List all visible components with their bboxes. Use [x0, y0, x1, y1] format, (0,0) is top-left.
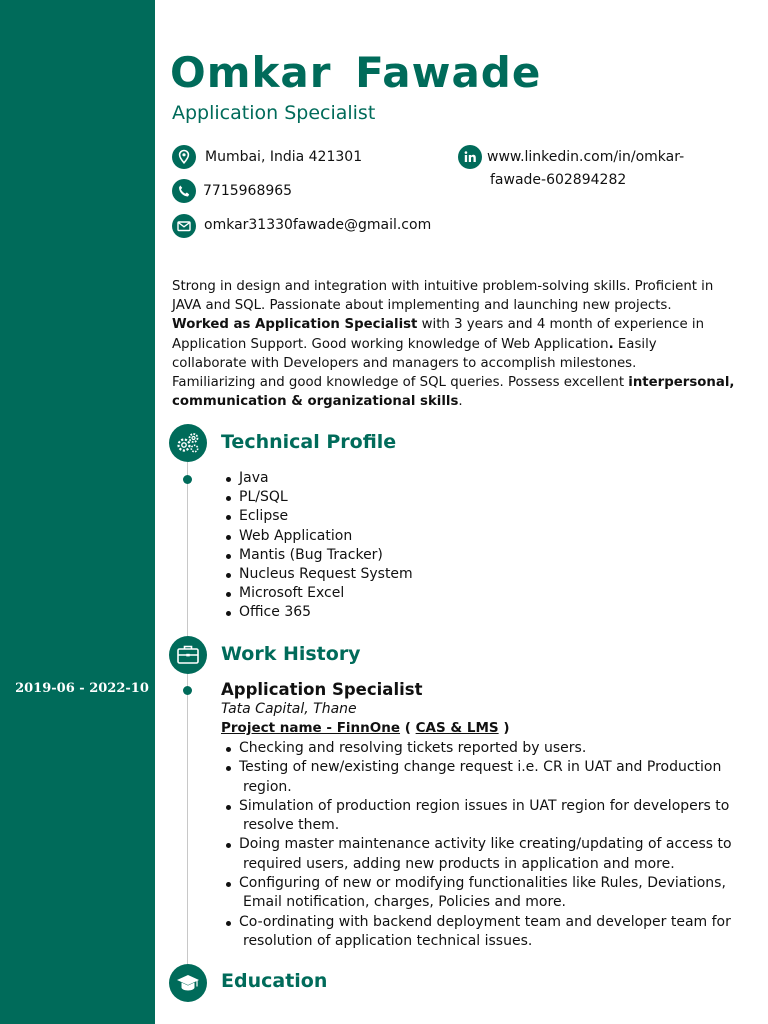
summary-line: [172, 392, 742, 411]
candidate-name: Omkar Fawade: [170, 48, 542, 97]
duty-text: Co-ordinating with backend deployment team and developer team for: [239, 913, 731, 930]
candidate-role: Application Specialist: [172, 102, 376, 124]
contact-phone: 7715968965: [203, 183, 293, 199]
duty-text: Checking and resolving tickets reported by users.: [239, 740, 587, 756]
list-item: [223, 913, 732, 952]
timeline-dot: [183, 475, 192, 484]
list-item: Web Application: [223, 527, 413, 546]
list-item: Java: [223, 469, 413, 488]
list-item: Nucleus Request System: [223, 565, 413, 584]
gears-icon: [169, 424, 207, 462]
project-label: Project name - FinnOne: [221, 720, 401, 736]
duty-text: Doing master maintenance activity like creating/updating of access to: [239, 836, 732, 853]
list-item: [223, 797, 732, 836]
timeline-dot: [183, 686, 192, 695]
project-paren-open: (: [400, 720, 416, 736]
location-icon: [172, 145, 196, 169]
list-item: [223, 739, 732, 758]
list-item: PL/SQL: [223, 488, 413, 507]
summary-text: .: [458, 394, 463, 410]
summary-line: collaborate with Developers and managers to accomplish milestones.: [172, 355, 637, 371]
job-duties-list: [223, 739, 732, 951]
project-detail: CAS & LMS: [415, 720, 499, 736]
contact-location: Mumbai, India 421301: [205, 149, 363, 165]
summary-line: [172, 373, 742, 392]
list-item: [223, 874, 732, 913]
duty-text-continued: Email notification, charges, Policies and more.: [243, 894, 567, 911]
phone-icon: [172, 179, 196, 203]
summary-bold-text: .: [608, 336, 614, 352]
contact-linkedin-line2[interactable]: fawade-602894282: [490, 172, 627, 188]
summary-bold-text: communication & organizational skills: [172, 394, 459, 410]
graduation-cap-icon: [169, 964, 207, 1002]
work-dates: 2019-06 - 2022-10: [15, 681, 149, 696]
technical-skills-list: [223, 469, 413, 623]
list-item: Office 365: [223, 603, 413, 622]
summary-text: Application Support. Good working knowledge of Web Application: [172, 336, 609, 352]
education-heading: Education: [221, 970, 328, 992]
summary-line: JAVA and SQL. Passionate about implementing and launching new projects.: [172, 298, 672, 314]
left-sidebar: [0, 0, 155, 1024]
briefcase-icon: [169, 636, 207, 674]
summary-text: Easily: [613, 336, 657, 352]
summary-line: [172, 335, 742, 354]
duty-text: Simulation of production region issues in UAT region for developers to: [239, 797, 730, 814]
duty-text-continued: region.: [243, 778, 292, 795]
summary-text: with 3 years and 4 month of experience in: [417, 317, 704, 333]
professional-summary: [172, 277, 742, 411]
summary-line: [172, 315, 742, 334]
project-name: [221, 720, 510, 736]
summary-bold-text: interpersonal,: [628, 375, 735, 391]
summary-bold-text: Worked as Application Specialist: [172, 317, 418, 333]
linkedin-icon: [458, 145, 482, 169]
summary-text: Familiarizing and good knowledge of SQL queries. Possess excellent: [172, 375, 629, 391]
duty-text: Testing of new/existing change request i.e. CR in UAT and Production: [239, 759, 722, 776]
duty-text-continued: required users, adding new products in application and more.: [243, 855, 675, 872]
list-item: Microsoft Excel: [223, 584, 413, 603]
company-name: Tata Capital, Thane: [221, 701, 357, 717]
timeline-line: [187, 462, 188, 967]
list-item: [223, 758, 732, 797]
summary-line: Strong in design and integration with intuitive problem-solving skills. Proficient in: [172, 279, 714, 294]
contact-linkedin-line1[interactable]: www.linkedin.com/in/omkar-: [487, 149, 685, 165]
email-icon: [172, 214, 196, 238]
list-item: Eclipse: [223, 507, 413, 526]
job-title: Application Specialist: [221, 680, 423, 699]
contact-email[interactable]: omkar31330fawade@gmail.com: [204, 217, 432, 233]
list-item: Mantis (Bug Tracker): [223, 546, 413, 565]
technical-profile-heading: Technical Profile: [221, 431, 397, 453]
duty-text-continued: resolve them.: [243, 817, 340, 834]
duty-text: Configuring of new or modifying functionalities like Rules, Deviations,: [239, 875, 726, 892]
project-paren-close: ): [498, 720, 510, 736]
work-history-heading: Work History: [221, 643, 361, 665]
list-item: [223, 835, 732, 874]
duty-text-continued: resolution of application technical issues.: [243, 932, 533, 949]
